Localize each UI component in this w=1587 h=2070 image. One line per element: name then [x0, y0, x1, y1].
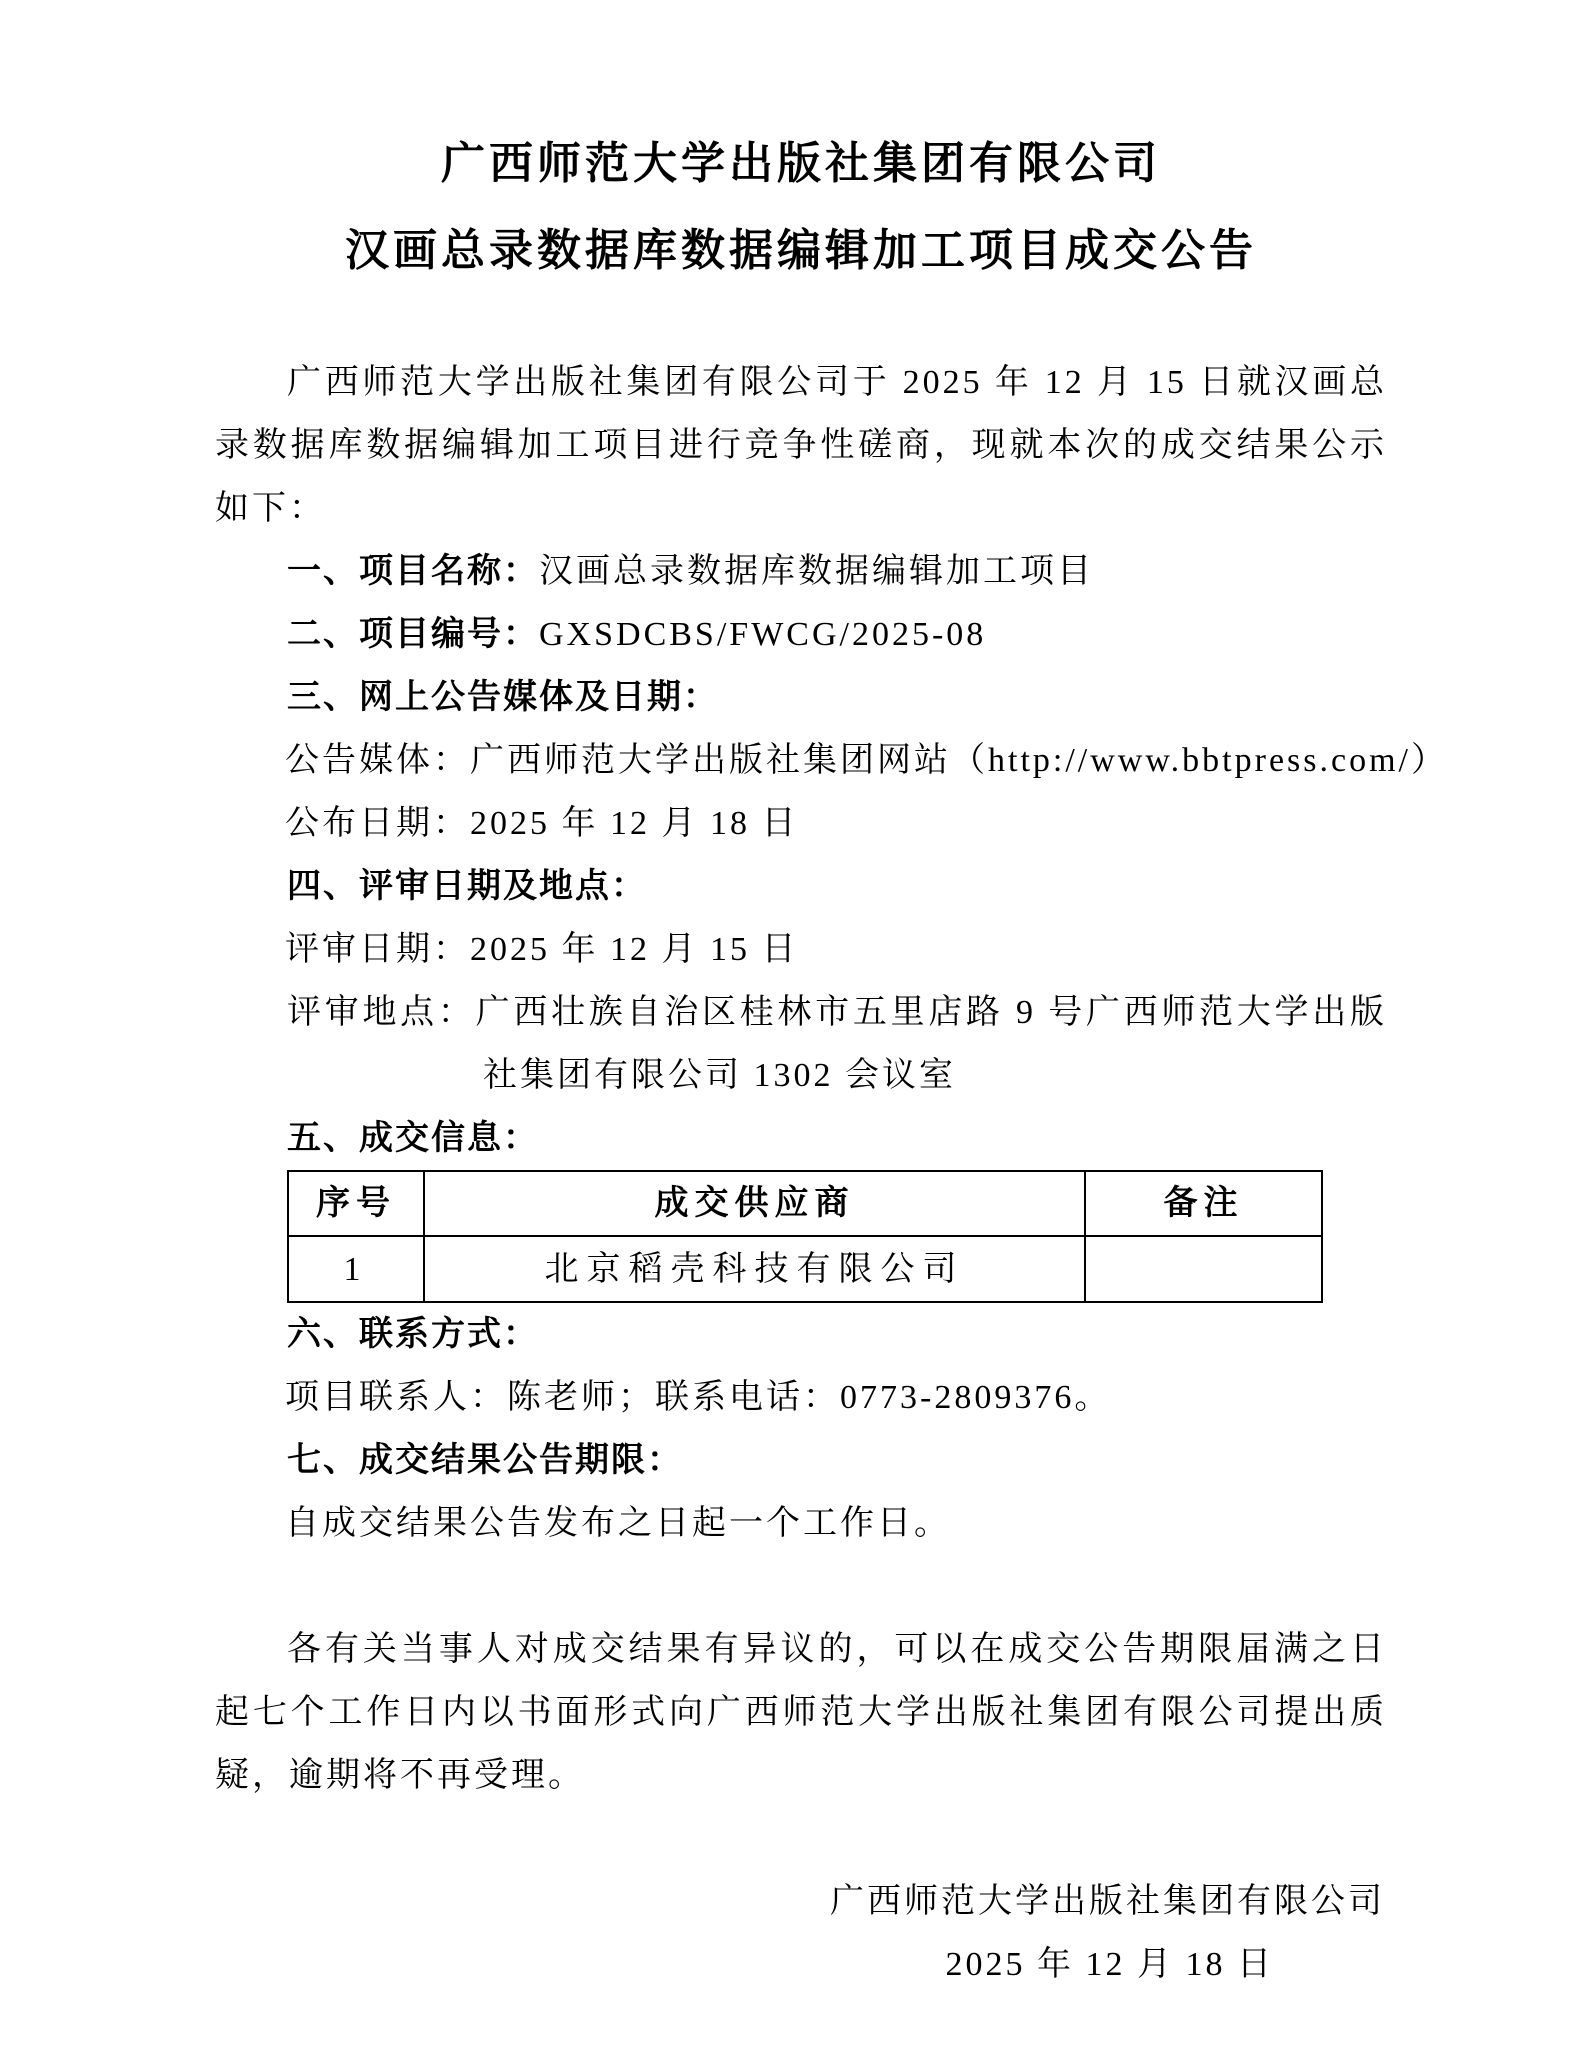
- section-1-project-name: [215, 540, 1387, 603]
- section-5-heading: [215, 1107, 1387, 1170]
- review-place-line: [215, 981, 1387, 1107]
- document-title-line1: 广西师范大学出版社集团有限公司: [441, 139, 1161, 188]
- section-7-heading: [215, 1429, 1387, 1492]
- section-4-heading: [215, 855, 1387, 918]
- announcement-media-line: 公告媒体：广西师范大学出版社集团网站（http://www.bbtpress.com/）: [285, 742, 1448, 779]
- section-7-label: 七、成交结果公告期限：: [287, 1441, 683, 1479]
- blank-line: [215, 1555, 1387, 1618]
- cell-remark: [1085, 1236, 1322, 1302]
- section-5-label: 五、成交信息：: [287, 1119, 539, 1157]
- header-cell-supplier: 成交供应商: [424, 1171, 1085, 1236]
- section-3-heading: [215, 666, 1387, 729]
- intro-paragraph: 广西师范大学出版社集团有限公司于 2025 年 12 月 15 日就汉画总录数据库数据编辑加工项目进行竞争性磋商，现就本次的成交结果公示如下：: [215, 364, 1387, 527]
- document-title-line2: 汉画总录数据库数据编辑加工项目成交公告: [345, 226, 1257, 275]
- section-3-label: 三、网上公告媒体及日期：: [287, 678, 719, 716]
- publish-date-line: 公布日期：2025 年 12 月 18 日: [285, 805, 799, 842]
- review-place-value: 广西壮族自治区桂林市五里店路 9 号广西师范大学出版社集团有限公司 1302 会议室: [475, 994, 1388, 1094]
- closing-paragraph: 各有关当事人对成交结果有异议的，可以在成交公告期限届满之日起七个工作日内以书面形式向广西师范大学出版社集团有限公司提出质疑，逾期将不再受理。: [215, 1631, 1387, 1794]
- section-2-project-number: [215, 603, 1387, 666]
- header-cell-index: 序号: [288, 1171, 424, 1236]
- signature-company: 广西师范大学出版社集团有限公司: [830, 1883, 1385, 1920]
- review-date-line: 评审日期：2025 年 12 月 15 日: [285, 931, 799, 968]
- signature-date: 2025 年 12 月 18 日: [945, 1946, 1274, 1983]
- section-1-label: 一、项目名称：: [287, 552, 539, 590]
- section-1-value: 汉画总录数据库数据编辑加工项目: [539, 553, 1094, 590]
- section-2-value: GXSDCBS/FWCG/2025-08: [539, 616, 987, 653]
- section-4-label: 四、评审日期及地点：: [287, 867, 647, 905]
- section-2-label: 二、项目编号：: [287, 615, 539, 653]
- contact-line: 项目联系人：陈老师；联系电话：0773-2809376。: [285, 1379, 1112, 1416]
- cell-supplier: 北京稻壳科技有限公司: [424, 1236, 1085, 1302]
- review-place-label: 评审地点：: [287, 994, 476, 1031]
- award-table-data-row: [288, 1236, 1322, 1302]
- award-table-header-row: [288, 1171, 1322, 1236]
- header-cell-remark: 备注: [1085, 1171, 1322, 1236]
- section-6-heading: [215, 1303, 1387, 1366]
- section-6-label: 六、联系方式：: [287, 1315, 539, 1353]
- validity-line: 自成交结果公告发布之日起一个工作日。: [285, 1505, 951, 1542]
- blank-line: [215, 1807, 1387, 1870]
- document-body: [215, 351, 1448, 1996]
- award-table: [287, 1170, 1323, 1303]
- cell-index: 1: [288, 1236, 424, 1302]
